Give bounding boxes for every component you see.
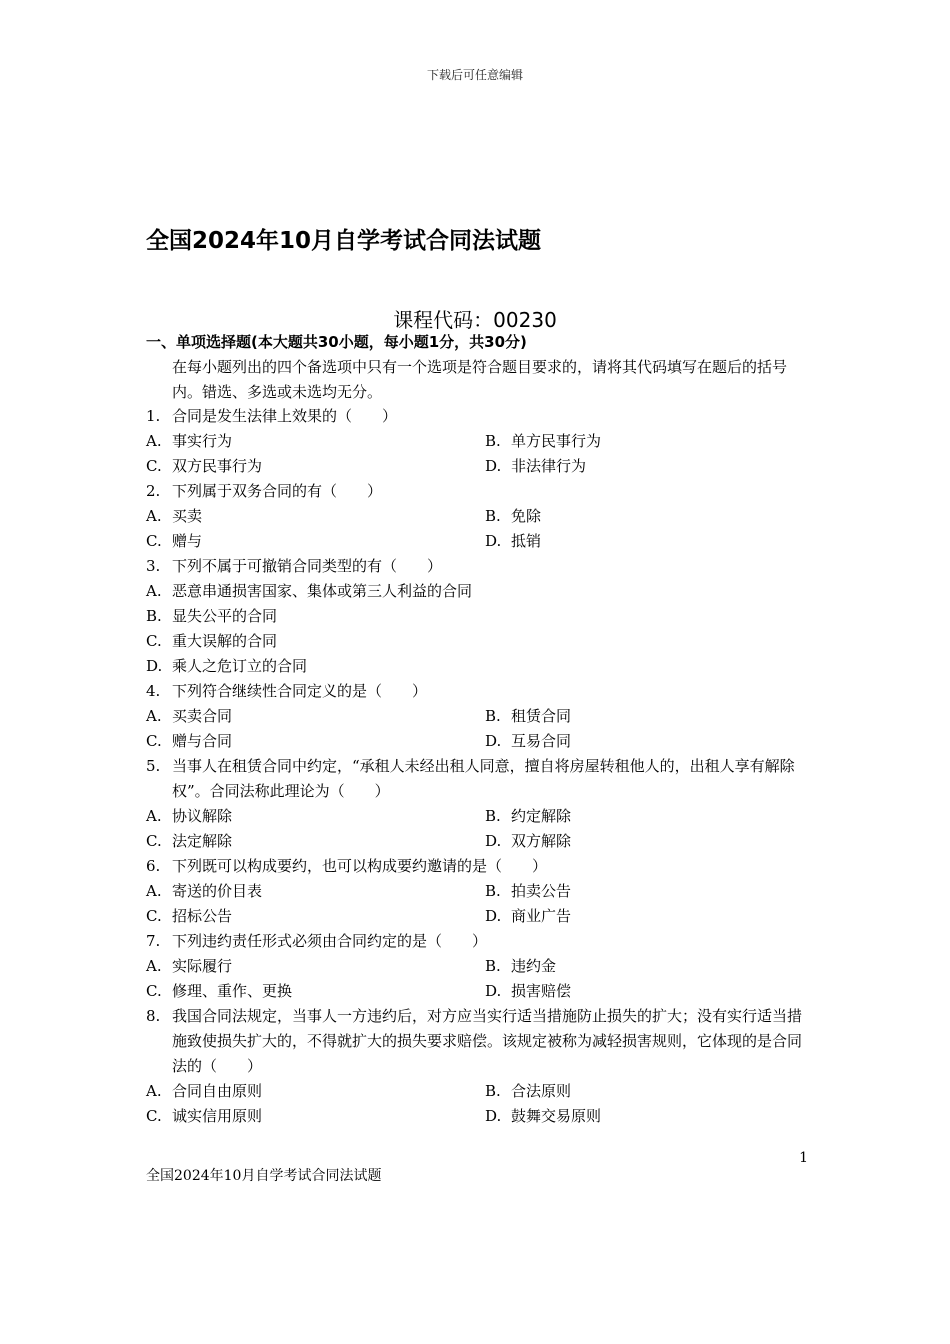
option-text: 法定解除	[172, 832, 233, 850]
option-letter: B.	[485, 507, 501, 525]
answer-option	[485, 879, 571, 904]
option-letter: A.	[146, 507, 162, 525]
option-letter: C.	[146, 832, 162, 850]
answer-option	[146, 504, 485, 529]
option-letter: D.	[146, 657, 163, 675]
option-text: 招标公告	[172, 907, 233, 925]
option-letter: C.	[146, 1107, 162, 1125]
option-letter: B.	[485, 882, 501, 900]
answer-option	[146, 879, 485, 904]
question-stem	[146, 854, 808, 879]
answer-option	[146, 979, 485, 1004]
option-letter: A.	[146, 582, 162, 600]
answer-option	[485, 1104, 601, 1129]
option-text: 免除	[511, 507, 542, 525]
option-letter: C.	[146, 732, 162, 750]
option-letter: C.	[146, 907, 162, 925]
option-row	[146, 729, 808, 754]
option-row	[146, 604, 808, 629]
option-letter: B.	[485, 432, 501, 450]
answer-option	[146, 904, 485, 929]
question-list	[146, 404, 808, 1129]
option-text: 损害赔偿	[511, 982, 572, 1000]
answer-option	[146, 454, 485, 479]
answer-option	[485, 429, 601, 454]
option-row	[146, 904, 808, 929]
answer-option	[146, 429, 485, 454]
question-stem	[146, 479, 808, 504]
option-row	[146, 529, 808, 554]
question-stem	[146, 929, 808, 954]
question-text: 下列不属于可撤销合同类型的有（ ）	[172, 557, 443, 575]
option-text: 赠与合同	[172, 732, 233, 750]
option-row	[146, 954, 808, 979]
answer-option	[146, 729, 485, 754]
option-text: 双方民事行为	[172, 457, 263, 475]
option-letter: B.	[485, 807, 501, 825]
question-text: 下列符合继续性合同定义的是（ ）	[172, 682, 428, 700]
option-text: 抵销	[511, 532, 542, 550]
option-letter: D.	[485, 1107, 502, 1125]
option-text: 诚实信用原则	[172, 1107, 263, 1125]
option-text: 显失公平的合同	[172, 607, 278, 625]
question-text: 合同是发生法律上效果的（ ）	[172, 407, 398, 425]
answer-option	[146, 829, 485, 854]
option-letter: B.	[485, 1082, 501, 1100]
option-letter: D.	[485, 982, 502, 1000]
answer-option	[146, 804, 485, 829]
option-row	[146, 1079, 808, 1104]
question-stem	[146, 754, 808, 804]
option-text: 重大误解的合同	[172, 632, 278, 650]
option-row	[146, 504, 808, 529]
option-text: 事实行为	[172, 432, 233, 450]
course-code: 课程代码：00230	[393, 308, 557, 332]
option-letter: A.	[146, 807, 162, 825]
option-row	[146, 654, 808, 679]
option-text: 买卖	[172, 507, 203, 525]
option-letter: A.	[146, 1082, 162, 1100]
option-text: 非法律行为	[511, 457, 587, 475]
option-text: 商业广告	[511, 907, 572, 925]
header-note: 下载后可任意编辑	[426, 68, 523, 82]
page-number: 1	[799, 1150, 808, 1166]
option-row	[146, 979, 808, 1004]
option-text: 寄送的价目表	[172, 882, 263, 900]
option-row	[146, 704, 808, 729]
option-text: 赠与	[172, 532, 203, 550]
option-text: 租赁合同	[511, 707, 572, 725]
option-row	[146, 804, 808, 829]
question-number: 2.	[146, 482, 161, 500]
option-text: 恶意串通损害国家、集体或第三人利益的合同	[172, 582, 473, 600]
question-text: 当事人在租赁合同中约定，“承租人未经出租人同意，擅自将房屋转租他人的，出租人享有解除权”。合同法称此理论为（ ）	[172, 757, 795, 800]
answer-option	[146, 704, 485, 729]
question-number: 5.	[146, 757, 161, 775]
answer-option	[485, 804, 571, 829]
question-number: 6.	[146, 857, 161, 875]
option-text: 鼓舞交易原则	[511, 1107, 602, 1125]
option-row	[146, 454, 808, 479]
option-row	[146, 1104, 808, 1129]
answer-option	[485, 729, 571, 754]
question-stem	[146, 554, 808, 579]
option-letter: A.	[146, 957, 162, 975]
option-letter: C.	[146, 532, 162, 550]
document-title: 全国2024年10月自学考试合同法试题	[146, 228, 542, 254]
question-text: 下列违约责任形式必须由合同约定的是（ ）	[172, 932, 488, 950]
option-letter: A.	[146, 432, 162, 450]
question-text: 我国合同法规定，当事人一方违约后，对方应当实行适当措施防止损失的扩大；没有实行适当措施致使损失扩大的，不得就扩大的损失要求赔偿。该规定被称为减轻损害规则，它体现的是合同法的（ ）	[172, 1007, 803, 1075]
option-row	[146, 829, 808, 854]
question-text: 下列属于双务合同的有（ ）	[172, 482, 383, 500]
option-letter: B.	[485, 957, 501, 975]
answer-option	[485, 979, 571, 1004]
answer-option	[146, 1079, 485, 1104]
option-row	[146, 629, 808, 654]
option-letter: C.	[146, 457, 162, 475]
section-heading: 一、单项选择题(本大题共30小题，每小题1分，共30分)	[146, 333, 527, 351]
answer-option	[485, 704, 571, 729]
answer-option	[485, 504, 541, 529]
answer-option	[485, 529, 541, 554]
option-text: 双方解除	[511, 832, 572, 850]
option-letter: C.	[146, 632, 162, 650]
option-letter: D.	[485, 732, 502, 750]
option-letter: C.	[146, 982, 162, 1000]
option-letter: B.	[485, 707, 501, 725]
instructions: 在每小题列出的四个备选项中只有一个选项是符合题目要求的，请将其代码填写在题后的括号内。错选、多选或未选均无分。	[172, 358, 788, 401]
option-text: 违约金	[511, 957, 557, 975]
answer-option	[146, 1104, 485, 1129]
option-text: 合法原则	[511, 1082, 572, 1100]
question-stem	[146, 679, 808, 704]
question-stem	[146, 404, 808, 429]
question-number: 1.	[146, 407, 161, 425]
answer-option	[485, 904, 571, 929]
option-text: 合同自由原则	[172, 1082, 263, 1100]
option-text: 单方民事行为	[511, 432, 602, 450]
option-text: 拍卖公告	[511, 882, 572, 900]
question-number: 4.	[146, 682, 161, 700]
option-row	[146, 579, 808, 604]
option-row	[146, 879, 808, 904]
option-letter: D.	[485, 532, 502, 550]
answer-option	[485, 1079, 571, 1104]
answer-option	[146, 954, 485, 979]
option-text: 实际履行	[172, 957, 233, 975]
option-text: 约定解除	[511, 807, 572, 825]
question-number: 3.	[146, 557, 161, 575]
question-text: 下列既可以构成要约，也可以构成要约邀请的是（ ）	[172, 857, 548, 875]
option-text: 协议解除	[172, 807, 233, 825]
answer-option	[146, 629, 277, 654]
option-letter: D.	[485, 832, 502, 850]
answer-option	[485, 829, 571, 854]
option-letter: A.	[146, 882, 162, 900]
answer-option	[146, 579, 472, 604]
option-text: 乘人之危订立的合同	[172, 657, 308, 675]
answer-option	[485, 454, 586, 479]
option-letter: B.	[146, 607, 162, 625]
option-letter: A.	[146, 707, 162, 725]
answer-option	[146, 604, 277, 629]
answer-option	[485, 954, 556, 979]
option-text: 买卖合同	[172, 707, 233, 725]
answer-option	[146, 654, 307, 679]
option-letter: D.	[485, 457, 502, 475]
option-text: 互易合同	[511, 732, 572, 750]
footer-title: 全国2024年10月自学考试合同法试题	[146, 1168, 382, 1184]
option-row	[146, 429, 808, 454]
option-letter: D.	[485, 907, 502, 925]
answer-option	[146, 529, 485, 554]
question-number: 8.	[146, 1007, 161, 1025]
option-text: 修理、重作、更换	[172, 982, 293, 1000]
question-stem	[146, 1004, 808, 1079]
question-number: 7.	[146, 932, 161, 950]
